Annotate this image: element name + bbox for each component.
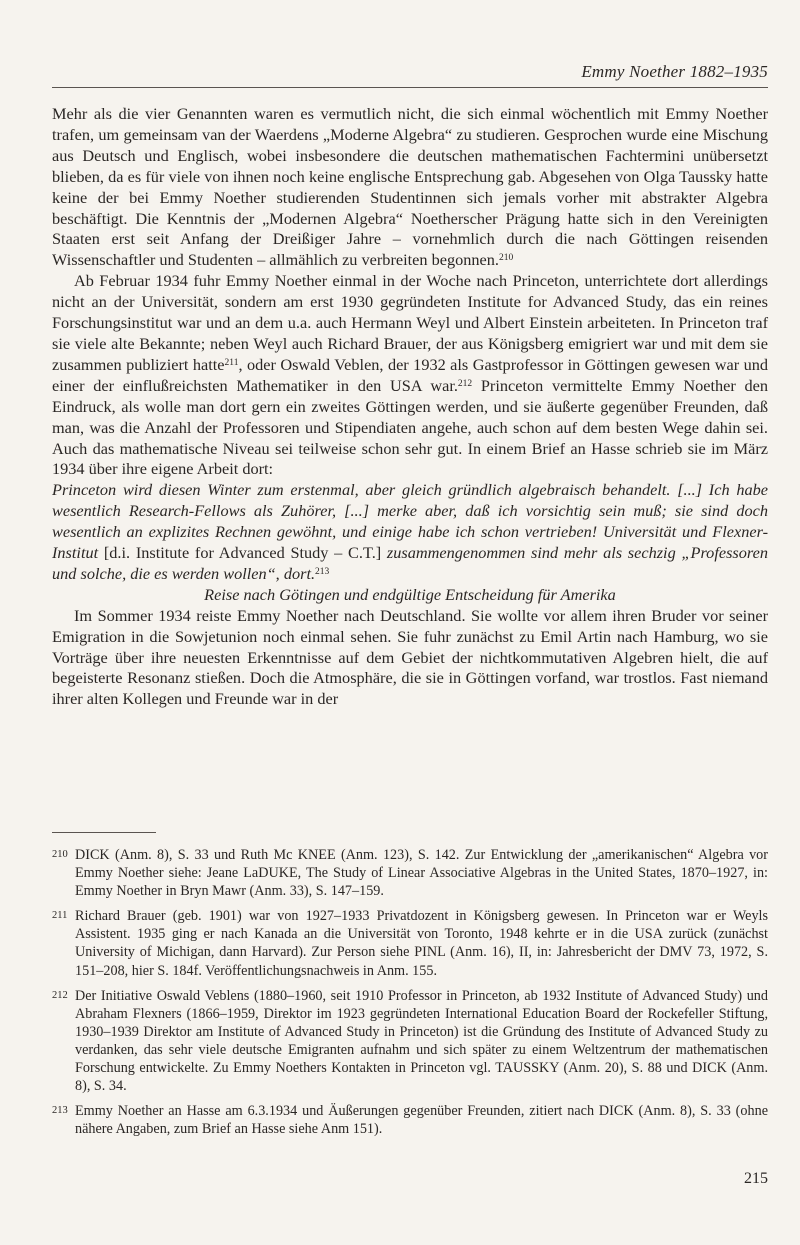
footnote-ref-213[interactable]: 213: [315, 566, 330, 577]
footnote: [52, 1102, 768, 1138]
paragraph-3: Im Sommer 1934 reiste Emmy Noether nach Deutschland. Sie wollte vor allem ihren Bruder vor seiner Emigration in die Sowjetunion noch einmal sehen. Sie fuhr zunächst zu Emil Artin nach Hamburg, wo sie Vorträge über ihre neuesten Erkenntnisse auf dem Gebiet der nichtkommutativen Algebren hielt, die auf begeisterte Resonanz stießen. Doch die Atmosphäre, die sie in Göttingen vorfand, war trostlos. Fast niemand ihrer alten Kollegen und Freunde war in der: [52, 605, 768, 709]
section-subheading: Reise nach Götingen und endgültige Entscheidung für Amerika: [204, 584, 616, 604]
footnote: [52, 987, 768, 1096]
footnote: [52, 907, 768, 979]
footnote-ref-211[interactable]: 211: [224, 357, 239, 368]
footnote-text: Richard Brauer (geb. 1901) war von 1927–1933 Privatdozent in Königsberg gewesen. In Princeton war er Weyls Assistent. 1935 ging er nach Kanada an die Universität von Toronto, 1948 kehrte er in die USA zurück (zunächst University of Michigan, dann Harvard). Zur Person siehe PINL (Anm. 16), II, in: Jahresbericht der DMV 73, 1972, S. 151–208, hier S. 184f. Veröffentlichungsnachweis in Anm. 155.: [75, 908, 768, 979]
footnote: [52, 846, 768, 900]
footnote-number: 212: [52, 989, 68, 1001]
block-quote: Princeton wird diesen Winter zum erstenmal, aber gleich gründlich algebraisch behandelt. [...] Ich habe wesentlich Research-Fellows als Zuhörer, [...] merke aber, daß ich vorsichtig sein muß; sie sind doch wesentlich an explizites Rechnen gewöhnt, und einige habe ich schon vertrieben! Universität und Flexner-Institut [d.i. Institute for Advanced Study – C.T.] zusammengenommen sind mehr als sechzig „Professoren und solche, die es werden wollen“, dort.$^{213}$: [52, 480, 768, 583]
footnote-rule: [52, 832, 156, 833]
header-rule: [52, 87, 768, 88]
footnote-number: 210: [52, 849, 68, 860]
footnote-text: Emmy Noether an Hasse am 6.3.1934 und Äußerungen gegenüber Freunden, zitiert nach DICK (Anm. 8), S. 33 (ohne nähere Angaben, zum Brief an Hasse siehe Anm 151).: [75, 1103, 768, 1138]
footnote-ref-212[interactable]: 212: [457, 378, 473, 389]
paragraph-2: Ab Februar 1934 fuhr Emmy Noether einmal in der Woche nach Princeton, unterrichtete dort allerdings nicht an der Universität, sondern am erst 1930 gegründeten Institute for Advanced Study, das ein reines Forschungsinstitut war und an dem u.a. auch Hermann Weyl und Albert Einstein arbeiteten. In Princeton traf sie viele alte Bekannte; neben Weyl auch Richard Brauer, der aus Königsberg emigriert war und mit dem sie zusammen publiziert hatte$^{211}$, oder Oswald Veblen, der 1932 als Gastprofessor in Göttingen gewesen war und einer der einflußreichsten Mathematiker in den USA war.$^{212}$ Princeton vermittelte Emmy Noether den Eindruck, als wolle man dort gern ein zweites Göttingen werden, und sie äußerte gegenüber Freunden, daß man, was die Anzahl der Professoren und Stipendiaten angehe, auch schon auf dem besten Wege dahin sei. Auch das mathematische Niveau sei teilweise schon sehr gut. In einem Brief an Hasse schrieb sie im März 1934 über ihre eigene Arbeit dort:: [52, 271, 769, 479]
paragraph-1: Mehr als die vier Genannten waren es vermutlich nicht, die sich einmal wöchentlich mit Emmy Noether trafen, um gemeinsam van der Waerdens „Moderne Algebra“ zu studieren. Gesprochen wurde eine Mischung aus Deutsch und Englisch, wobei insbesondere die deutschen mathematischen Fachtermini unübersetzt blieben, da es für viele von ihnen noch keine englische Entsprechung gab. Abgesehen von Olga Taussky hatte keine der bei Emmy Noether studierenden Studentinnen sich jemals vorher mit abstrakter Algebra beschäftigt. Die Kenntnis der „Modernen Algebra“ Noetherscher Prägung hatte sich in den Vereinigten Staaten erst seit Anfang der Dreißiger Jahre – vornehmlich durch die nach Göttingen reisenden Wissenschaftler und Studenten – allmählich zu verbreiten begonnen.$^{210}$: [52, 104, 768, 270]
running-header: Emmy Noether 1882–1935: [581, 62, 768, 81]
footnotes: [52, 846, 768, 1145]
main-text: [52, 104, 768, 710]
footnote-text: DICK (Anm. 8), S. 33 und Ruth Mc KNEE (Anm. 123), S. 142. Zur Entwicklung der „amerikanischen“ Algebra vor Emmy Noether siehe: Jeane LaDUKE, The Study of Linear Associative Algebras in the United States, 1870–1927, in: Emmy Noether in Bryn Mawr (Anm. 33), S. 147–159.: [75, 847, 768, 900]
footnote-text: Der Initiative Oswald Veblens (1880–1960, seit 1910 Professor in Princeton, ab 1932 Institute of Advanced Study) und Abraham Flexners (1866–1959, Direktor im 1923 gegründeten International Education Board der Rockefeller Stiftung, 1930–1939 Direktor am Institute of Advanced Study in Princeton) ist die Gründung des Institute of Advanced Study zu verdanken, das sehr viele deutsche Emigranten aufnahm und sich später zu einem Weltzentrum der mathematischen Forschung entwickelte. Zu Emmy Noethers Kontakten in Princeton vgl. TAUSSKY (Anm. 20), S. 88 und DICK (Anm. 8), S. 34.: [75, 987, 768, 1095]
footnote-ref-210[interactable]: 210: [498, 253, 514, 264]
footnote-number: 211: [52, 910, 68, 922]
page-number: 215: [744, 1170, 768, 1187]
footnote-number: 213: [52, 1105, 68, 1117]
